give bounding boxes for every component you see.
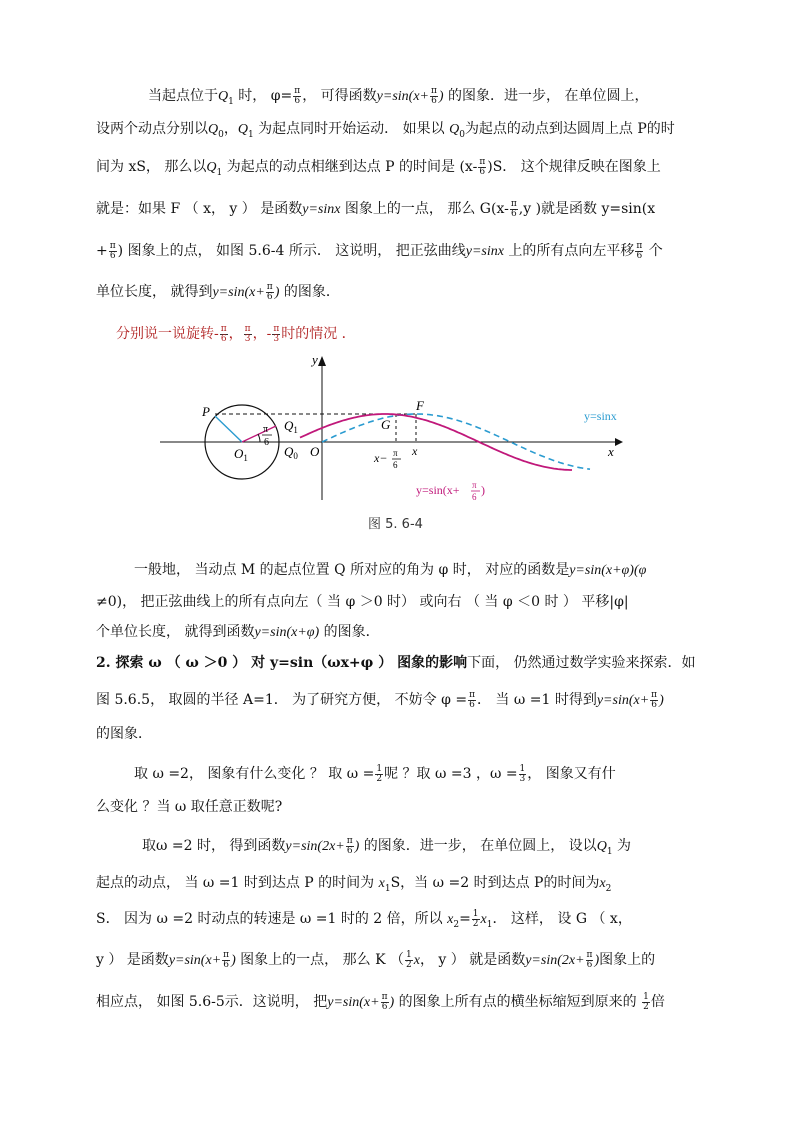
tick-x-minus-num: π	[393, 448, 398, 458]
label-O1: $O_1$	[234, 446, 248, 463]
label-x-axis: x	[608, 444, 614, 459]
figure-caption: 图 5. 6-4	[368, 517, 423, 532]
x-axis-arrow	[615, 438, 623, 446]
angle-arc	[258, 434, 260, 442]
label-y: y	[312, 352, 318, 367]
label-P: P	[202, 404, 210, 419]
label-shift-den: 6	[472, 492, 477, 502]
y-axis-arrow	[318, 356, 326, 366]
tick-x-label: x	[412, 444, 418, 458]
label-O: O	[310, 444, 320, 459]
label-shift-num: π	[472, 480, 477, 490]
label-sinx: y=sinx	[584, 409, 617, 423]
tick-x-minus-label: x−	[374, 451, 388, 465]
angle-label-num: π	[263, 424, 269, 435]
label-Q1: $Q_1$	[284, 418, 298, 435]
angle-label-den: 6	[264, 437, 269, 448]
label-shift-a: y=sin(x+	[416, 483, 460, 497]
label-Q0: $Q_0$	[284, 444, 298, 461]
label-F: F	[416, 398, 424, 413]
tick-x-minus-den: 6	[393, 460, 398, 470]
figure-5-6-4	[160, 352, 640, 512]
section2-heading: 2. 探索 ω （ ω ＞0 ） 对 y=sin（ωx+φ ） 图象的影响	[96, 655, 468, 671]
label-G: G	[381, 417, 391, 432]
radius-to-Q1	[242, 426, 276, 442]
radius-to-P	[215, 416, 242, 442]
label-shift-b: )	[481, 483, 485, 497]
